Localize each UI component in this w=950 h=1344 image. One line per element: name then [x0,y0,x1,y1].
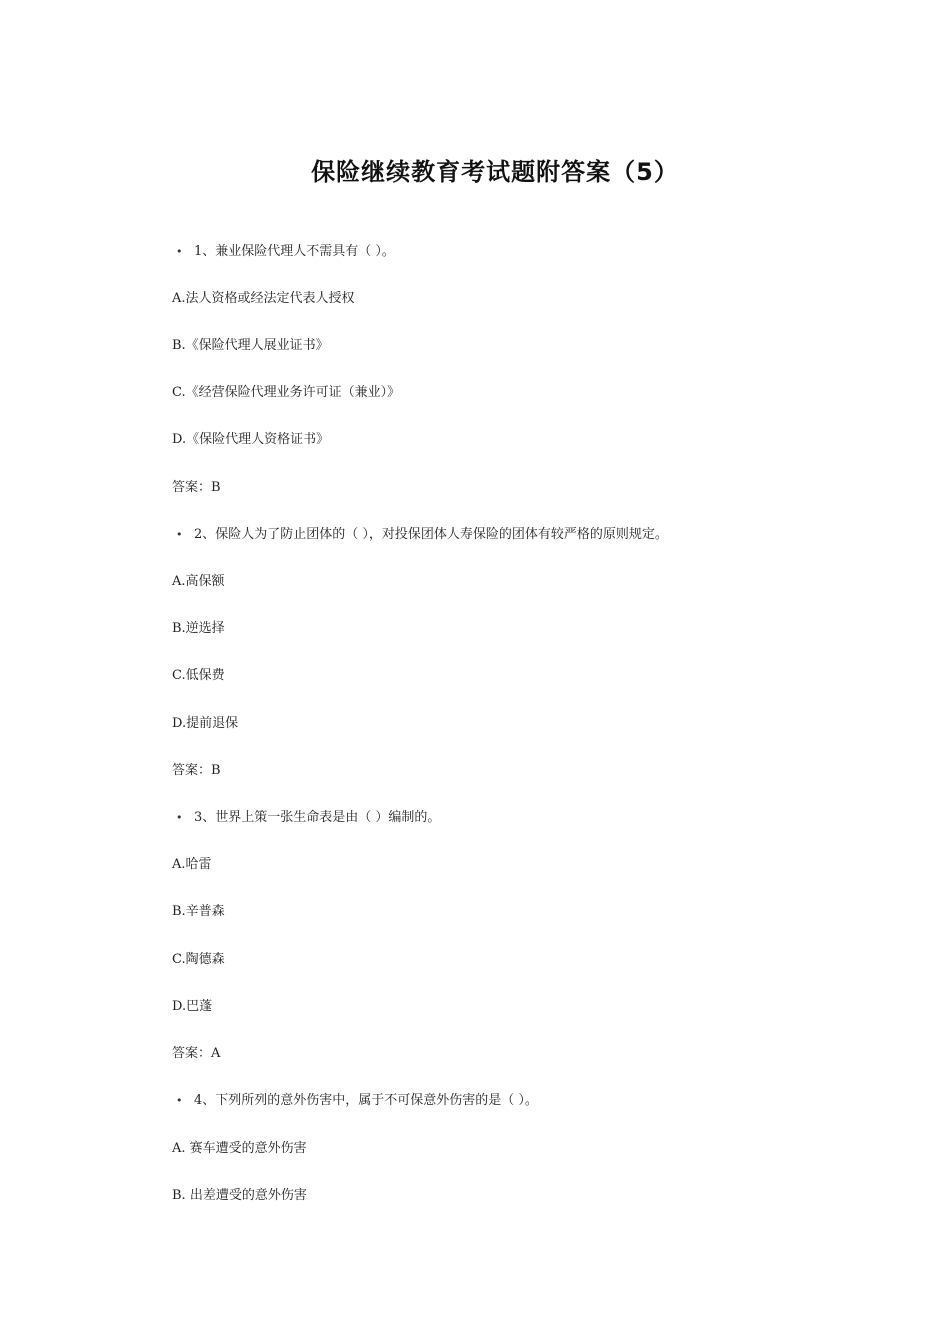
question-stem: 1、兼业保险代理人不需具有（ ）。 [194,244,395,259]
document-title: 保险继续教育考试题附答案（5） [311,158,679,186]
option-d: D.提前退保 [172,716,239,731]
question-1 [176,243,395,261]
option-b: B.《保险代理人展业证书》 [172,338,329,353]
answer: 答案：B [172,480,221,495]
option-b: B. 出差遭受的意外伤害 [172,1188,307,1203]
question-stem: 3、世界上策一张生命表是由（ ）编制的。 [194,810,441,825]
answer: 答案：A [172,1046,221,1061]
option-a: A.法人资格或经法定代表人授权 [172,291,355,306]
bullet-icon: • [176,528,183,541]
question-4 [176,1092,538,1110]
option-c: C.《经营保险代理业务许可证（兼业）》 [172,385,401,400]
bullet-icon: • [176,245,183,258]
option-d: D.《保险代理人资格证书》 [172,432,330,447]
question-3 [176,809,440,827]
option-b: B.辛普森 [172,904,225,919]
option-a: A.高保额 [172,574,225,589]
answer: 答案：B [172,763,221,778]
option-c: C.陶德森 [172,952,225,967]
option-a: A. 赛车遭受的意外伤害 [172,1141,307,1156]
option-c: C.低保费 [172,668,225,683]
question-stem: 2、保险人为了防止团体的（ ），对投保团体人寿保险的团体有较严格的原则规定。 [194,527,668,542]
option-b: B.逆选择 [172,621,225,636]
bullet-icon: • [176,811,183,824]
option-a: A.哈雷 [172,857,212,872]
question-2 [176,526,668,544]
question-stem: 4、下列所列的意外伤害中，属于不可保意外伤害的是（ ）。 [194,1093,538,1108]
bullet-icon: • [176,1094,183,1107]
option-d: D.巴蓬 [172,999,213,1014]
